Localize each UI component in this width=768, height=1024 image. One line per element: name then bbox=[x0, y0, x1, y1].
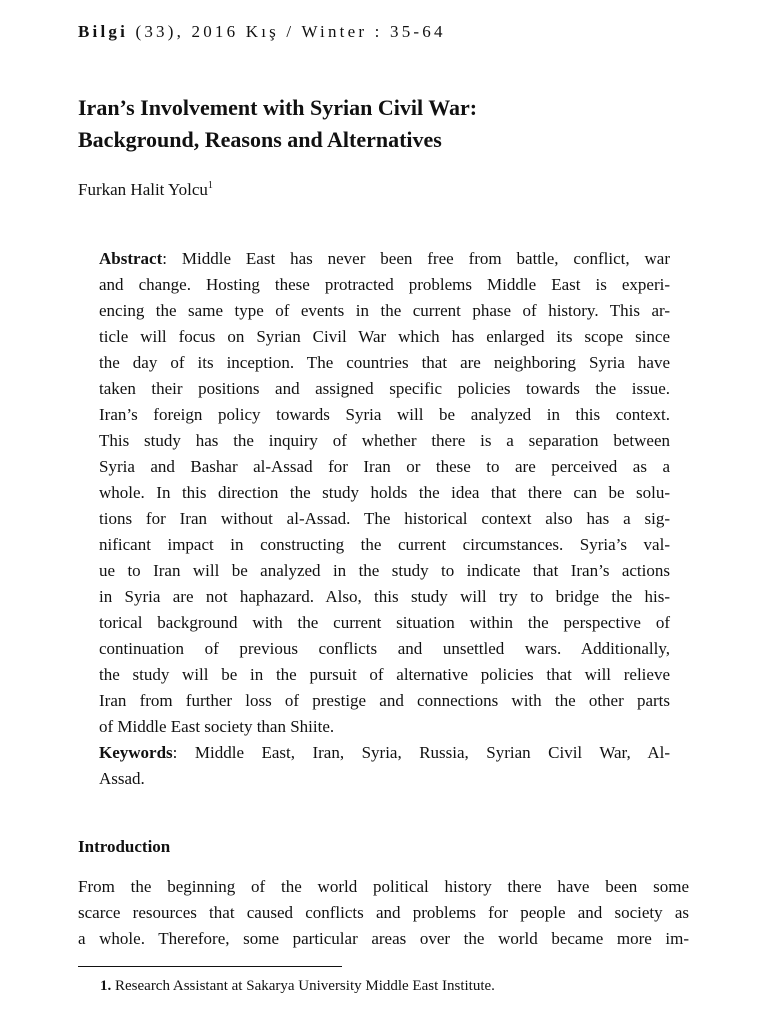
abstract-line-text: : Middle East has never been free from battle, conflict, war bbox=[162, 249, 670, 268]
abstract-line: torical background with the current situation within the perspective of bbox=[99, 613, 670, 632]
abstract-line: taken their positions and assigned specific policies towards the issue. bbox=[99, 379, 670, 398]
article-title bbox=[78, 92, 698, 156]
author-name bbox=[78, 177, 213, 203]
running-head bbox=[78, 22, 446, 42]
introduction-line: scarce resources that caused conflicts and problems for people and society as bbox=[78, 903, 689, 922]
abstract-line: Syria and Bashar al-Assad for Iran or these to are perceived as a bbox=[99, 457, 670, 476]
section-heading-introduction: Introduction bbox=[78, 837, 171, 856]
abstract-line: whole. In this direction the study holds the idea that there can be solu- bbox=[99, 483, 670, 502]
abstract-line: Iran’s foreign policy towards Syria will be analyzed in this context. bbox=[99, 405, 670, 424]
abstract-line: and change. Hosting these protracted problems Middle East is experi- bbox=[99, 275, 670, 294]
keywords-line-2: Assad. bbox=[99, 769, 145, 788]
keywords-paragraph bbox=[99, 740, 670, 792]
author-footnote-mark: 1 bbox=[207, 180, 213, 191]
abstract-line: ue to Iran will be analyzed in the study to indicate that Iran’s actions bbox=[99, 561, 670, 580]
keywords-text: : Middle East, Iran, Syria, Russia, Syrian Civil War, Al- bbox=[172, 743, 670, 762]
author-text: Furkan Halit Yolcu bbox=[78, 180, 208, 199]
introduction-line: a whole. Therefore, some particular areas over the world became more im- bbox=[78, 929, 689, 948]
issue-details: (33), 2016 Kış / Winter : 35-64 bbox=[128, 22, 446, 41]
introduction-paragraph bbox=[78, 874, 689, 952]
keywords-label: Keywords bbox=[99, 743, 173, 762]
abstract-line: of Middle East society than Shiite. bbox=[99, 717, 335, 736]
abstract-line: encing the same type of events in the current phase of history. This ar- bbox=[99, 301, 670, 320]
introduction-line: From the beginning of the world political history there have been some bbox=[78, 877, 689, 896]
keywords-line bbox=[99, 740, 670, 766]
abstract-line bbox=[99, 246, 670, 272]
abstract-paragraph bbox=[99, 246, 670, 740]
title-line-2: Background, Reasons and Alternatives bbox=[78, 127, 442, 152]
abstract-line: ticle will focus on Syrian Civil War which has enlarged its scope since bbox=[99, 327, 670, 346]
abstract-line: the study will be in the pursuit of alternative policies that will relieve bbox=[99, 665, 670, 684]
abstract-line: continuation of previous conflicts and unsettled wars. Additionally, bbox=[99, 639, 670, 658]
abstract-line: in Syria are not haphazard. Also, this study will try to bridge the his- bbox=[99, 587, 670, 606]
abstract-line: This study has the inquiry of whether there is a separation between bbox=[99, 431, 670, 450]
footnote bbox=[100, 975, 495, 997]
footnote-text: Research Assistant at Sakarya University Middle East Institute. bbox=[111, 978, 495, 994]
abstract-line: the day of its inception. The countries that are neighboring Syria have bbox=[99, 353, 670, 372]
footnote-number: 1. bbox=[100, 978, 112, 994]
title-line-1: Iran’s Involvement with Syrian Civil War: bbox=[78, 95, 478, 120]
abstract-label: Abstract bbox=[99, 249, 163, 268]
footnote-divider bbox=[78, 966, 342, 967]
abstract-line: Iran from further loss of prestige and connections with the other parts bbox=[99, 691, 670, 710]
abstract-line: nificant impact in constructing the current circumstances. Syria’s val- bbox=[99, 535, 670, 554]
abstract-block bbox=[99, 246, 670, 792]
abstract-line: tions for Iran without al-Assad. The historical context also has a sig- bbox=[99, 509, 670, 528]
journal-name: Bilgi bbox=[78, 22, 129, 41]
